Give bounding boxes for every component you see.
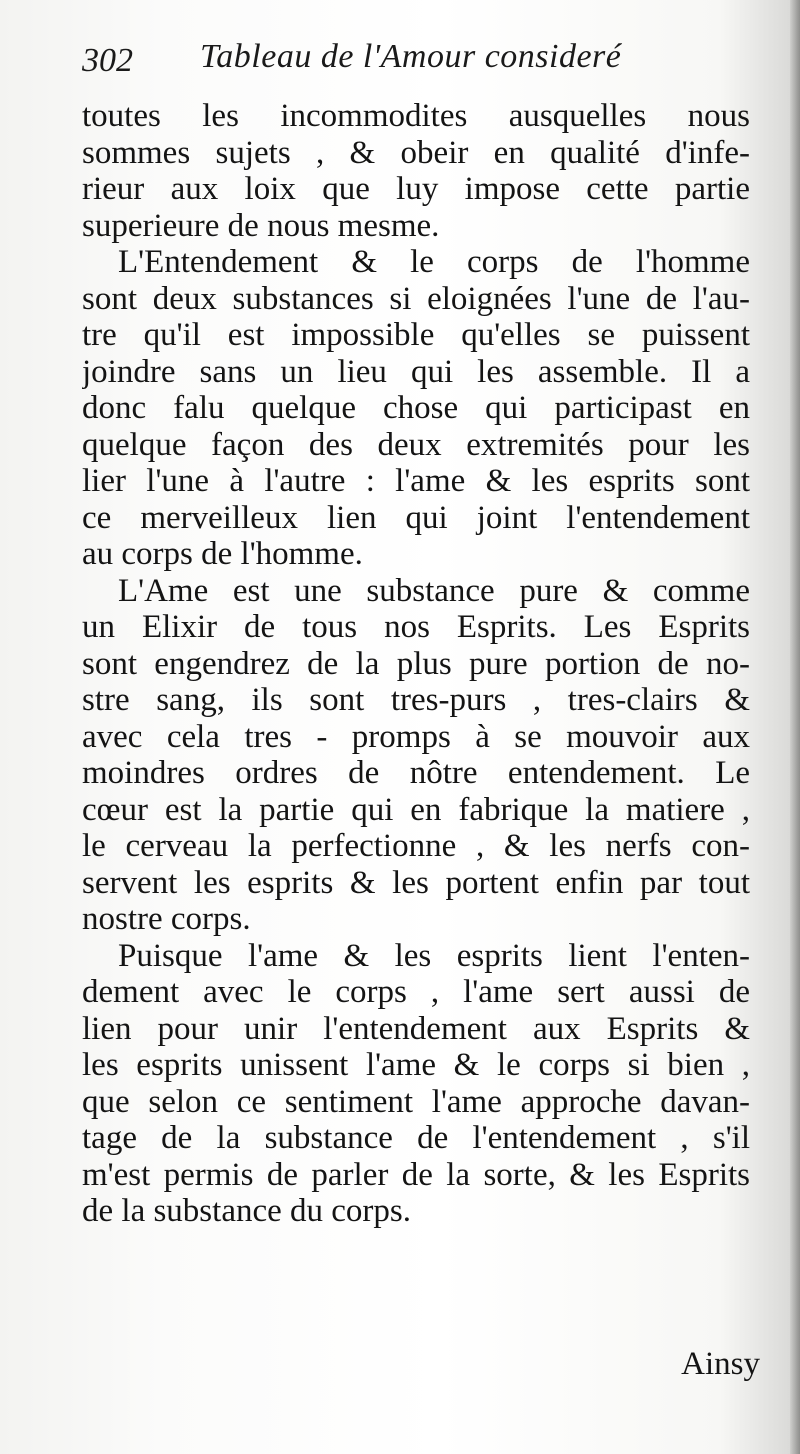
paragraph [82, 573, 750, 938]
text-line: le cerveau la perfectionne , & les nerfs con- [82, 828, 750, 864]
text-line: rieur aux loix que luy impose cette partie [82, 171, 750, 207]
text-line: servent les esprits & les portent enfin par tout [82, 864, 750, 901]
text-line: dement avec le corps , l'ame sert aussi de [82, 974, 750, 1010]
text-line: au corps de l'homme. [82, 536, 363, 572]
paragraph [82, 98, 750, 244]
page-edge [790, 0, 800, 1454]
text-line: les esprits unissent l'ame & le corps si bien , [82, 1047, 750, 1083]
text-line: cœur est la partie qui en fabrique la matiere , [82, 791, 750, 828]
text-line: m'est permis de parler de la sorte, & les Esprits [82, 1156, 750, 1193]
page-number: 302 [82, 42, 133, 79]
text-line: donc falu quelque chose qui participast en [82, 390, 750, 426]
text-line: avec cela tres - promps à se mouvoir aux [82, 718, 750, 755]
text-line: sommes sujets , & obeir en qualité d'infe- [82, 134, 750, 171]
text-line: tre qu'il est impossible qu'elles se puissent [82, 317, 750, 353]
text-line: L'Ame est une substance pure & comme [118, 572, 750, 609]
text-line: quelque façon des deux extremités pour les [82, 426, 750, 463]
paragraph [82, 244, 750, 573]
running-title: Tableau de l'Amour consideré [200, 38, 622, 75]
paragraph [82, 938, 750, 1230]
text-line: sont deux substances si eloignées l'une de l'au- [82, 280, 750, 317]
text-line: que selon ce sentiment l'ame approche davan- [82, 1083, 750, 1120]
text-line: joindre sans un lieu qui les assemble. Il a [82, 353, 750, 390]
text-line: toutes les incommodites ausquelles nous [82, 98, 750, 134]
text-line: L'Entendement & le corps de l'homme [118, 244, 750, 280]
text-line: moindres ordres de nôtre entendement. Le [82, 755, 750, 791]
catchword: Ainsy [681, 1346, 760, 1382]
running-head [82, 38, 742, 88]
text-line: superieure de nous mesme. [82, 207, 440, 244]
text-line: stre sang, ils sont tres-purs , tres-clairs & [82, 682, 750, 718]
text-line: nostre corps. [82, 901, 251, 937]
body-text [82, 98, 750, 1230]
text-line: sont engendrez de la plus pure portion de no- [82, 645, 750, 682]
text-line: lier l'une à l'autre : l'ame & les esprits sont [82, 463, 750, 499]
text-line: un Elixir de tous nos Esprits. Les Esprits [82, 609, 750, 645]
text-line: Puisque l'ame & les esprits lient l'enten- [118, 937, 750, 974]
text-line: tage de la substance de l'entendement , s'il [82, 1120, 750, 1156]
text-line: lien pour unir l'entendement aux Esprits & [82, 1010, 750, 1047]
text-line: ce merveilleux lien qui joint l'entendement [82, 499, 750, 536]
text-line: de la substance du corps. [82, 1193, 411, 1229]
